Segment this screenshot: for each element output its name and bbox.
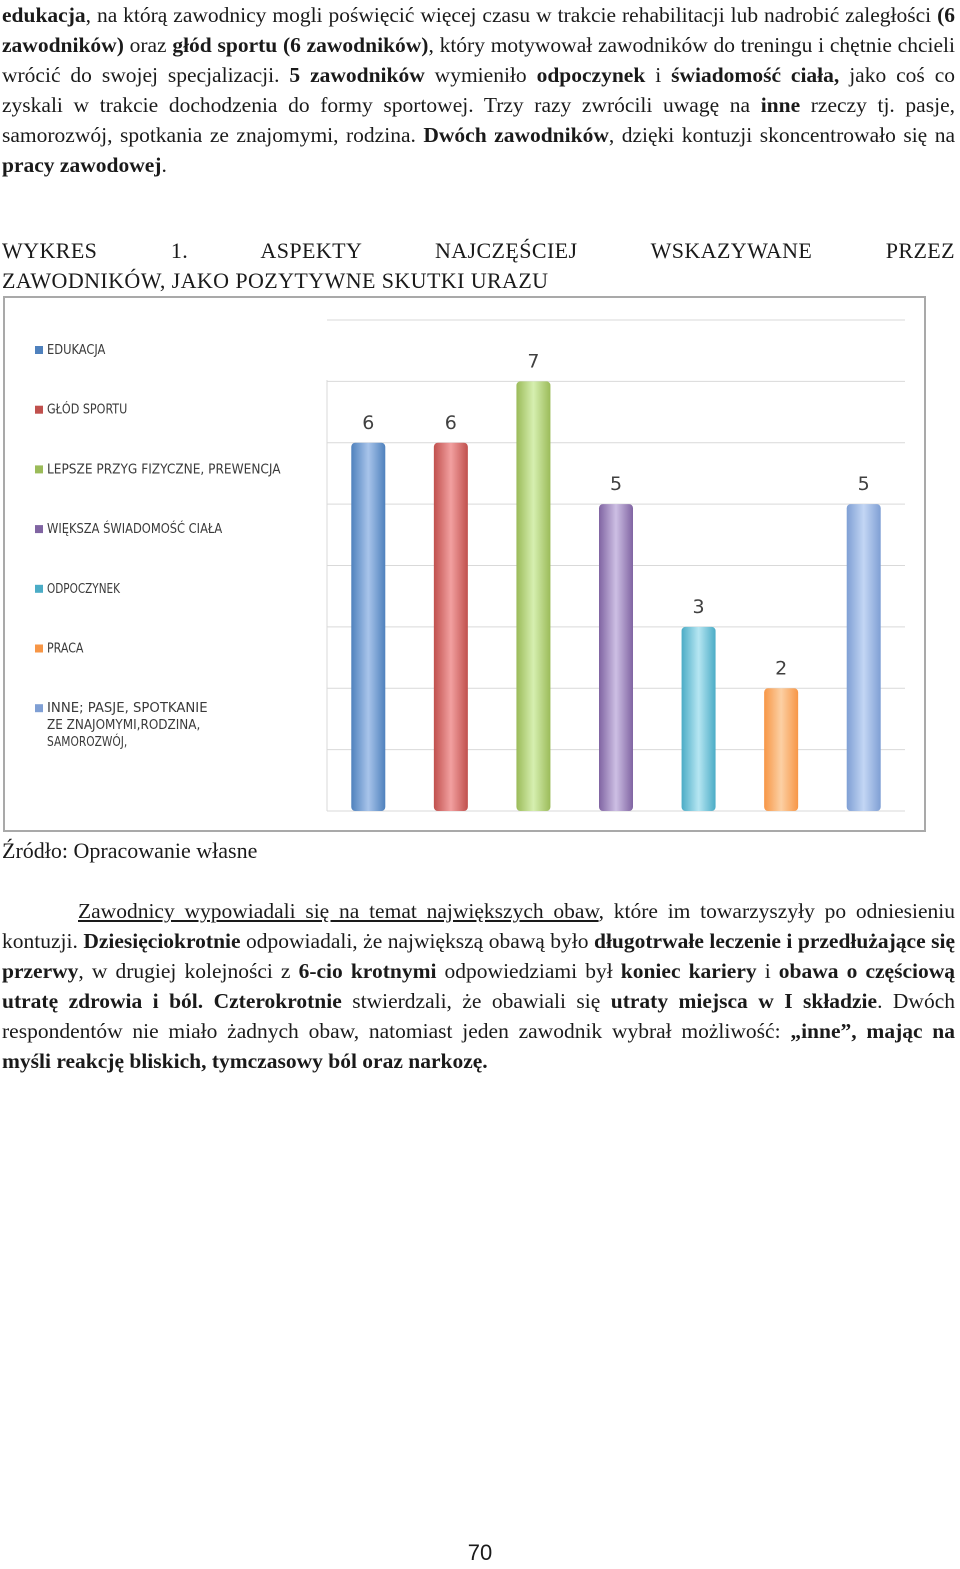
bold-text: utraty miejsca w I składzie xyxy=(610,989,878,1013)
figure-caption-line-1: WYKRES 1. ASPEKTY NAJCZĘŚCIEJ WSKAZYWANE PRZEZ xyxy=(2,238,955,263)
underlined-text: Zawodnicy wypowiadali się na temat największych obaw xyxy=(78,899,599,923)
bold-text: (6 zawodników) xyxy=(2,3,955,57)
data-label: 7 xyxy=(527,350,540,373)
text: odpowiadali, że największą obawą było xyxy=(240,929,594,953)
bold-text: 6-cio krotnymi xyxy=(298,959,437,983)
paragraph-top xyxy=(2,0,955,180)
legend-label: INNE; PASJE, SPOTKANIE xyxy=(47,700,208,717)
legend-label: WIĘKSZA ŚWIADOMOŚĆ CIAŁA xyxy=(47,521,233,538)
legend-swatch xyxy=(35,525,43,533)
text: stwierdzali, że obawiali się xyxy=(341,989,611,1013)
bold-text: długotrwałe leczenie i przedłużające się przerwy xyxy=(2,929,955,983)
legend-label: EDUKACJA xyxy=(47,342,107,358)
legend-label: ODPOCZYNEK xyxy=(47,580,121,597)
legend-swatch xyxy=(35,406,43,414)
text: . Dwóch respondentów nie miało żadnych obaw, natomiast jeden zawodnik wybrał możliwość: xyxy=(2,989,956,1043)
bar-7 xyxy=(847,504,881,811)
text: i xyxy=(756,959,779,983)
figure-caption xyxy=(2,236,955,296)
text: oraz xyxy=(123,33,173,57)
text: odpowiedziami był xyxy=(436,959,621,983)
legend-swatch xyxy=(35,346,43,354)
text: , w drugiej kolejności z xyxy=(78,959,299,983)
bar-5 xyxy=(682,627,716,811)
text: , który motywował zawodników do treningu i chętnie chcieli wrócić do swojej specjalizacji. xyxy=(2,33,955,87)
bold-text: „inne”, mając na myśli reakcję bliskich, tymczasowy ból oraz narkozę. xyxy=(2,1019,955,1073)
bold-text: 5 zawodników xyxy=(289,63,425,87)
legend-swatch xyxy=(35,465,43,473)
bar-4 xyxy=(599,504,633,811)
text: i xyxy=(645,63,672,87)
paragraph-bottom xyxy=(2,896,955,1076)
text: jako coś co zyskali w trakcie dochodzenia do formy sportowej. Trzy razy zwrócili uwagę na xyxy=(2,63,955,117)
legend-label: SAMOROZWÓJ, xyxy=(47,734,139,751)
bold-text: pracy zawodowej xyxy=(2,153,162,177)
legend-swatch xyxy=(35,704,43,712)
bar-chart-svg xyxy=(5,298,924,830)
text: , dzięki kontuzji skoncentrowało się na xyxy=(608,123,955,147)
text: rzeczy tj. pasje, samorozwój, spotkania ze znajomymi, rodzina. xyxy=(2,93,955,147)
bold-text: odpoczynek xyxy=(536,63,646,87)
bar-chart xyxy=(3,296,926,832)
bar-6 xyxy=(764,688,798,811)
bold-text: świadomość ciała, xyxy=(671,63,840,87)
bold-text: edukacja xyxy=(2,3,86,27)
data-label: 6 xyxy=(362,411,375,434)
bold-text: Dwóch zawodników xyxy=(423,123,609,147)
data-label: 2 xyxy=(775,657,788,680)
bold-text: Czterokrotnie xyxy=(213,989,342,1013)
text: , które im towarzyszyły po odniesieniu kontuzji. xyxy=(2,899,955,953)
text: wymieniło xyxy=(424,63,537,87)
bold-text: głód sportu (6 zawodników) xyxy=(172,33,429,57)
legend-label: LEPSZE PRZYG FIZYCZNE, PREWENCJA xyxy=(47,461,282,478)
text: , na którą zawodnicy mogli poświęcić więcej czasu w trakcie rehabilitacji lub nadrobić zaległości xyxy=(85,3,938,27)
figure-source: Źródło: Opracowanie własne xyxy=(2,838,258,863)
data-label: 5 xyxy=(609,473,623,496)
bar-1 xyxy=(351,443,385,811)
legend-swatch xyxy=(35,585,43,593)
bar-2 xyxy=(434,443,468,811)
bold-text: Dziesięciokrotnie xyxy=(83,929,241,953)
text: . xyxy=(161,153,167,177)
legend-label: PRACA xyxy=(47,640,85,657)
data-label: 3 xyxy=(692,595,705,618)
legend-label: ZE ZNAJOMYMI,RODZINA, xyxy=(47,717,201,734)
data-label: 6 xyxy=(444,411,457,434)
bold-text: obawa o częściową utratę zdrowia i ból. xyxy=(2,959,955,1013)
text xyxy=(203,989,213,1013)
bold-text: inne xyxy=(760,93,801,117)
legend-label: GŁÓD SPORTU xyxy=(47,401,135,418)
bold-text: koniec kariery xyxy=(620,959,757,983)
page-number: 70 xyxy=(467,1540,493,1565)
figure-caption-line-2: ZAWODNIKÓW, JAKO POZYTYWNE SKUTKI URAZU xyxy=(2,268,549,293)
legend-swatch xyxy=(35,645,43,653)
data-label: 5 xyxy=(857,473,870,496)
bar-3 xyxy=(516,381,550,811)
